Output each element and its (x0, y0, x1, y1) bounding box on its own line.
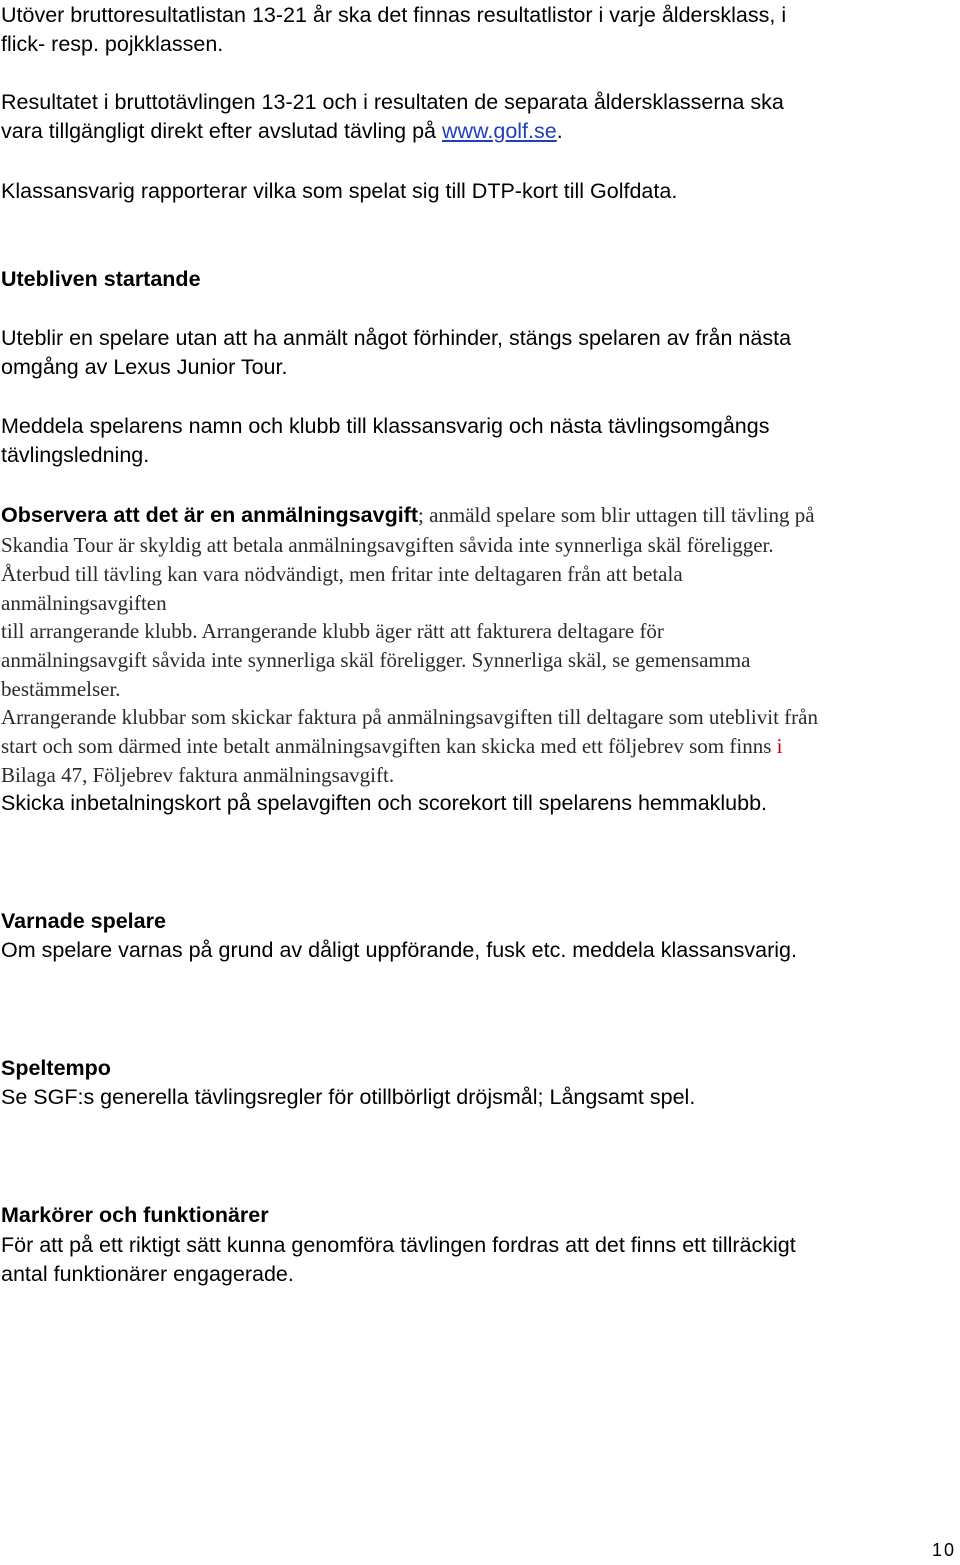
observera-line4: anmälningsavgiften (1, 591, 167, 615)
observera-line7: bestämmelser. (1, 677, 121, 701)
utebliven-p2-line2: tävlingsledning. (1, 443, 150, 467)
para1-line1: Utöver bruttoresultatlistan 13-21 år ska det finnas resultatlistor i varje åldersklass, i (1, 3, 787, 27)
para2-line2-suffix: . (556, 119, 563, 143)
golf-se-link[interactable]: www.golf.se (442, 119, 557, 143)
observera-line11: Skicka inbetalningskort på spelavgiften och scorekort till spelarens hemmaklubb. (1, 791, 768, 815)
observera-line1-rest: ; anmäld spelare som blir uttagen till tävling på (418, 503, 815, 527)
para2-line2 (1, 116, 563, 146)
heading-markorer: Markörer och funktionärer (1, 1203, 269, 1227)
page-number: 10 (931, 1540, 956, 1560)
utebliven-p1-line2: omgång av Lexus Junior Tour. (1, 355, 288, 379)
observera-line8: Arrangerande klubbar som skickar faktura på anmälningsavgiften till deltagare som uteblivit från (1, 705, 818, 729)
observera-line5: till arrangerande klubb. Arrangerande klubb äger rätt att fakturera deltagare för (1, 619, 664, 643)
observera-line1 (1, 500, 815, 530)
observera-line3: Återbud till tävling kan vara nödvändigt, men fritar inte deltagaren från att betala (1, 562, 683, 586)
markorer-line2: antal funktionärer engagerade. (1, 1262, 294, 1286)
heading-speltempo: Speltempo (1, 1056, 111, 1080)
para2-line1: Resultatet i bruttotävlingen 13-21 och i resultaten de separata åldersklasserna ska (1, 90, 784, 114)
observera-line9-text: start och som därmed inte betalt anmälningsavgiften kan skicka med ett följebrev som finns (1, 734, 777, 758)
utebliven-p1-line1: Uteblir en spelare utan att ha anmält något förhinder, stängs spelaren av från nästa (1, 326, 792, 350)
observera-line2: Skandia Tour är skyldig att betala anmälningsavgiften såvida inte synnerliga skäl föreligger. (1, 533, 774, 557)
observera-line10: Bilaga 47, Följebrev faktura anmälningsavgift. (1, 763, 395, 787)
observera-bold: Observera att det är en anmälningsavgift (1, 503, 418, 527)
para1-line2: flick- resp. pojkklassen. (1, 32, 224, 56)
heading-utebliven-startande: Utebliven startande (1, 267, 201, 291)
observera-line9 (1, 731, 782, 761)
utebliven-p2-line1: Meddela spelarens namn och klubb till klassansvarig och nästa tävlingsomgångs (1, 414, 770, 438)
heading-varnade-spelare: Varnade spelare (1, 909, 166, 933)
para3: Klassansvarig rapporterar vilka som spelat sig till DTP-kort till Golfdata. (1, 179, 678, 203)
varnade-text: Om spelare varnas på grund av dåligt uppförande, fusk etc. meddela klassansvarig. (1, 938, 797, 962)
observera-line9-red: i (776, 734, 783, 758)
markorer-line1: För att på ett riktigt sätt kunna genomföra tävlingen fordras att det finns ett tillräckigt (1, 1233, 796, 1257)
para2-line2-text: vara tillgängligt direkt efter avslutad tävling på (1, 119, 442, 143)
speltempo-text: Se SGF:s generella tävlingsregler för otillbörligt dröjsmål; Långsamt spel. (1, 1085, 696, 1109)
observera-line6: anmälningsavgift såvida inte synnerliga skäl föreligger. Synnerliga skäl, se gemensamma (1, 648, 751, 672)
